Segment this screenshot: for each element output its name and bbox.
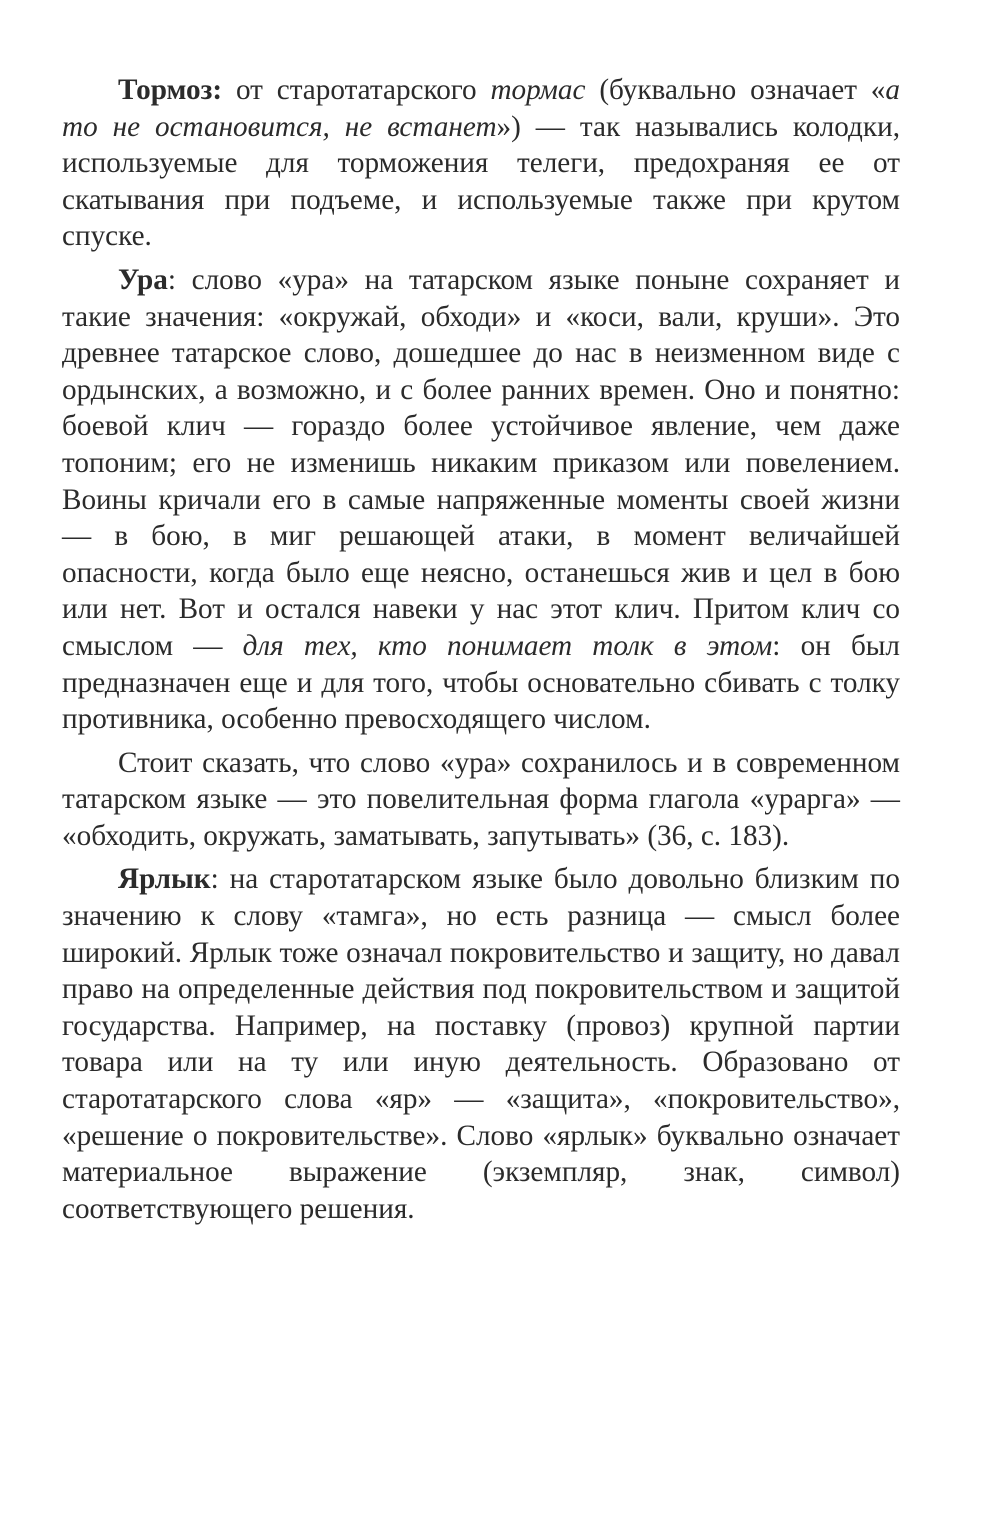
- italic-word-tormas: тормас: [490, 74, 586, 106]
- text-segment: : слово «ура» на татарском языке поныне сохраняет и такие значения: «окружай, обходи» и «коси, вали, круши». Это древнее татарское слово, дошедшее до нас в неизменном виде с ордынских, а возможно, и с более ранних времен. Оно и понятно: боевой клич — гораздо более устойчивое явление, чем даже топоним; его не изменишь никаким приказом или повелением. Воины кричали его в самые напряженные моменты своей жизни — в бою, в миг решающей атаки, в момент величайшей опасности, когда было еще неясно, останешься жив и цел в бою или нет. Вот и остался навеки у нас этот клич. Притом клич со смыслом —: [62, 263, 900, 662]
- term-ura: Ура: [118, 263, 168, 296]
- text-segment: ») — так назывались колодки, используемые для торможения телеги, предохраняя ее от скатывания при подъеме, и используемые также при крутом спуске.: [62, 110, 900, 253]
- term-tormoz: Тормоз:: [118, 74, 223, 106]
- italic-phrase: для тех, кто понимает толк в этом: [242, 629, 773, 662]
- paragraph-yarlyk: [62, 861, 900, 1227]
- italic-meaning: а то не остановится, не встанет: [62, 74, 900, 143]
- book-page: [62, 72, 900, 1234]
- text-segment: Стоит сказать, что слово «ура» сохранилось и в современном татарском языке — это повелительная форма глагола «урарга» — «обходить, окружать, заматывать, запутывать» (36, с. 183).: [62, 746, 900, 852]
- text-segment: : он был предназначен еще и для того, чтобы основательно сбивать с толку противника, особенно превосходящего числом.: [62, 629, 900, 736]
- paragraph-ura: [62, 262, 900, 738]
- text-segment: : на старотатарском языке было довольно близким по значению к слову «тамга», но есть разница — смысл более широкий. Ярлык тоже означал покровительство и защиту, но давал право на определенные действия под покровительством и защитой государства. Например, на поставку (провоз) крупной партии товара или на ту или иную деятельность. Образовано от старотатарского слова «яр» — «защита», «покровительство», «решение о покровительстве». Слово «ярлык» буквально означает материальное выражение (экземпляр, знак, символ) соответствующего решения.: [62, 863, 900, 1225]
- paragraph-ura-modern: [62, 745, 900, 855]
- text-segment: от старотатарского: [222, 74, 491, 106]
- text-segment: (буквально означает «: [585, 74, 886, 106]
- term-yarlyk: Ярлык: [118, 863, 211, 896]
- paragraph-tormoz: [62, 72, 900, 255]
